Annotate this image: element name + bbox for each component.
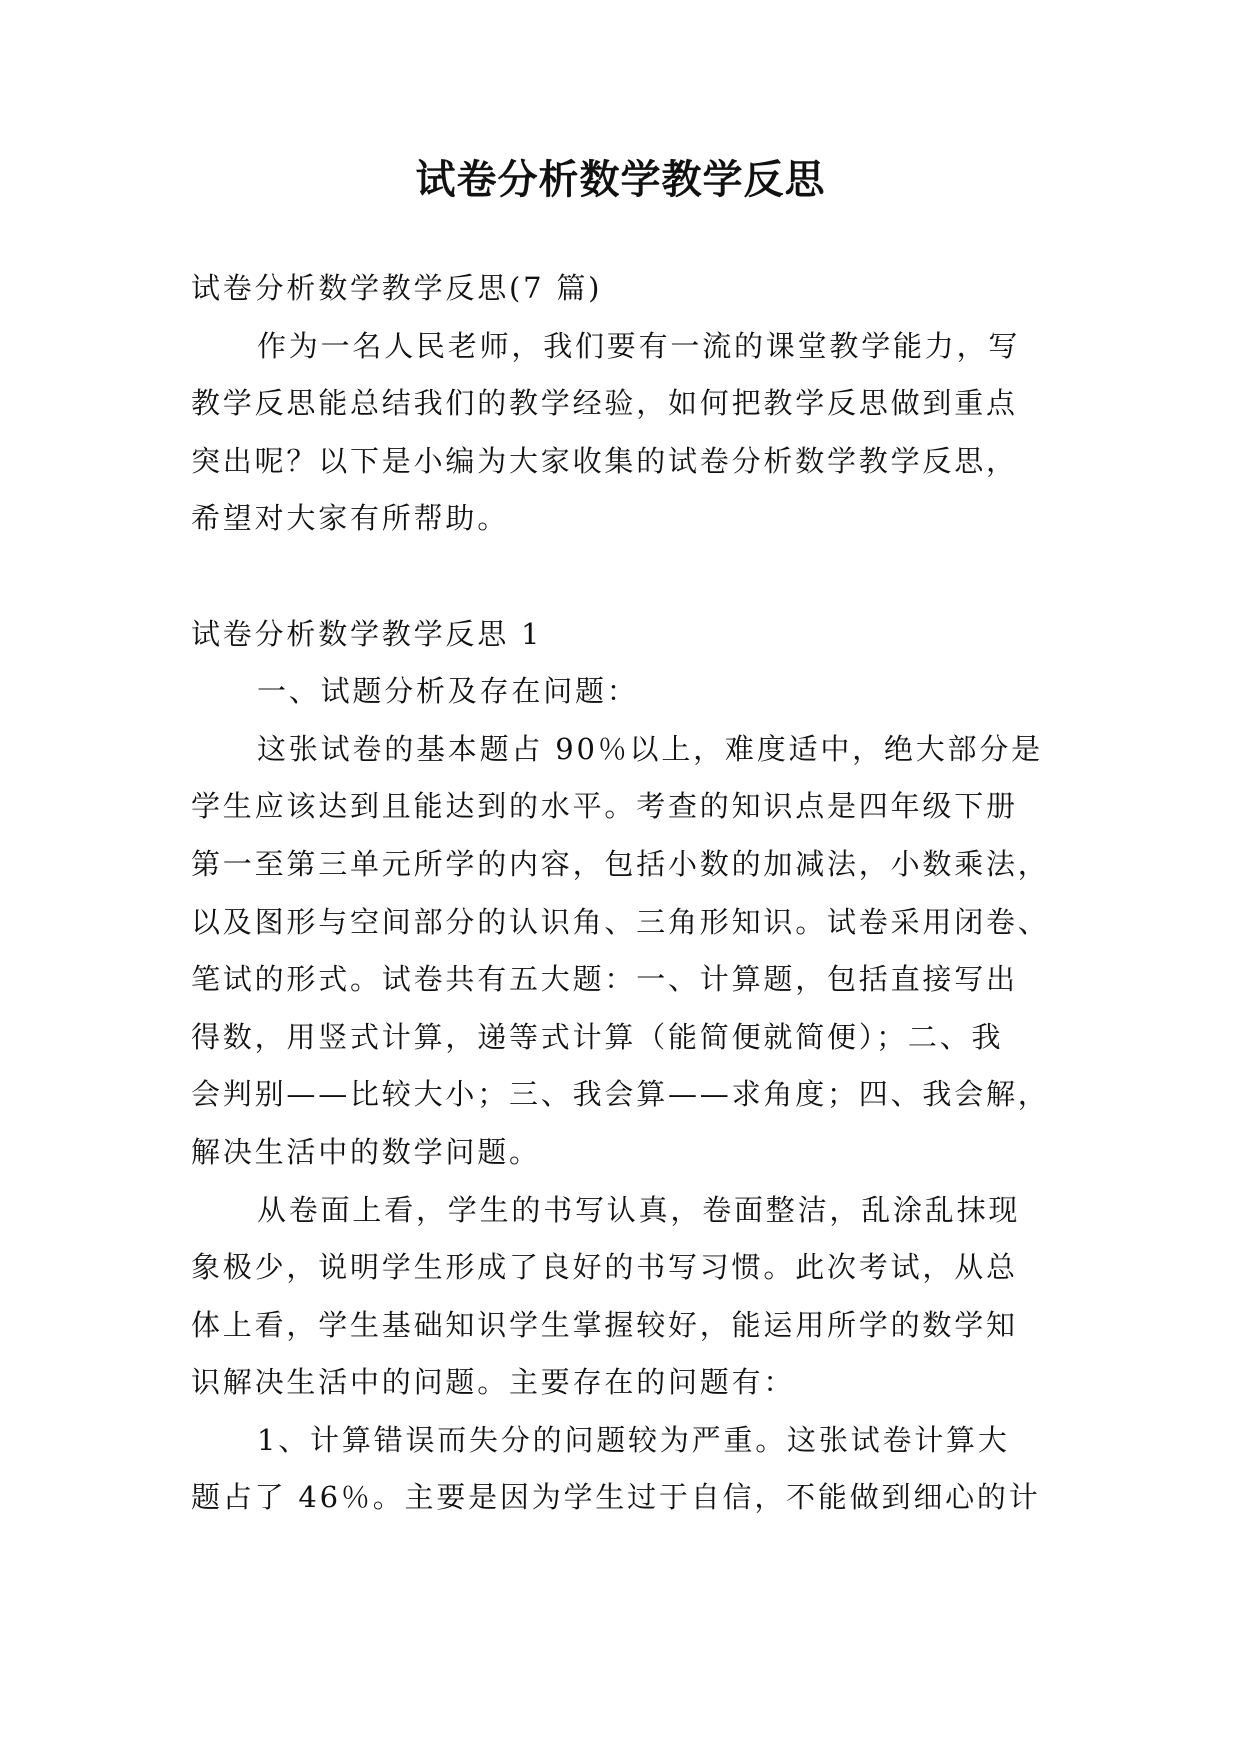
text-line: 学生应该达到且能达到的水平。考查的知识点是四年级下册 bbox=[191, 789, 1018, 824]
text-line: 作为一名人民老师，我们要有一流的课堂教学能力，写 bbox=[257, 328, 1021, 363]
text-line: 以及图形与空间部分的认识角、三角形知识。试卷采用闭卷、 bbox=[191, 904, 1050, 939]
text-line: 突出呢？以下是小编为大家收集的试卷分析数学教学反思， bbox=[191, 443, 1018, 478]
text-line: 教学反思能总结我们的教学经验，如何把教学反思做到重点 bbox=[191, 386, 1018, 421]
text-line: 识解决生活中的问题。主要存在的问题有： bbox=[191, 1365, 796, 1400]
text-line: 解决生活中的数学问题。 bbox=[191, 1134, 541, 1169]
text-line: 希望对大家有所帮助。 bbox=[191, 501, 510, 536]
text-line: 1、计算错误而失分的问题较为严重。这张试卷计算大 bbox=[257, 1422, 1010, 1457]
text-line: 笔试的形式。试卷共有五大题：一、计算题，包括直接写出 bbox=[191, 962, 1018, 997]
document-title: 试卷分析数学教学反思 bbox=[415, 157, 826, 203]
text-line: 得数，用竖式计算，递等式计算（能简便就简便）；二、我 bbox=[191, 1019, 1004, 1054]
text-line: 从卷面上看，学生的书写认真，卷面整洁，乱涂乱抹现 bbox=[257, 1192, 1021, 1227]
text-line: 试卷分析数学教学反思 1 bbox=[191, 616, 543, 651]
text-line: 象极少，说明学生形成了良好的书写习惯。此次考试，从总 bbox=[191, 1250, 1018, 1285]
text-line: 会判别——比较大小；三、我会算——求角度；四、我会解， bbox=[191, 1077, 1050, 1112]
document-body bbox=[191, 260, 1051, 1527]
text-line: 这张试卷的基本题占 90％以上，难度适中，绝大部分是 bbox=[257, 731, 1043, 766]
blank-line bbox=[191, 548, 1051, 606]
text-line: 体上看，学生基础知识学生掌握较好，能运用所学的数学知 bbox=[191, 1307, 1018, 1342]
text-line: 题占了 46％。主要是因为学生过于自信，不能做到细心的计 bbox=[191, 1480, 1041, 1515]
text-line: 一、试题分析及存在问题： bbox=[257, 674, 639, 709]
text-line: 第一至第三单元所学的内容，包括小数的加减法，小数乘法， bbox=[191, 846, 1050, 881]
text-line: 试卷分析数学教学反思(7 篇) bbox=[191, 271, 603, 305]
